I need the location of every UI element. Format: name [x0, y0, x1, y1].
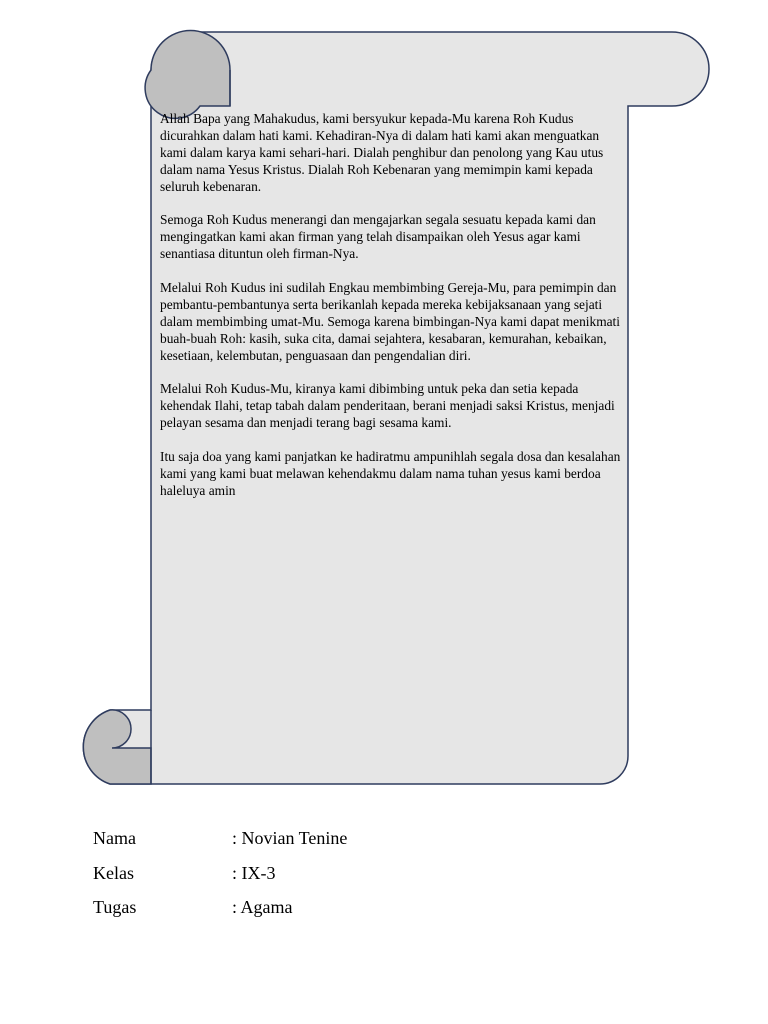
nama-value: : Novian Tenine	[232, 828, 348, 848]
prayer-paragraph: Melalui Roh Kudus ini sudilah Engkau membimbing Gereja-Mu, para pemimpin dan pembantu-pembantunya serta berikanlah kepada mereka kebijaksanaan yang sejati dalam membimbing umat-Mu. Semoga karena bimbingan-Nya kami dapat menikmati buah-buah Roh: kasih, suka cita, damai sejahtera, kesabaran, kemurahan, kebaikan, kesetiaan, kelembutan, penguasaan dan pengendalian diri.	[160, 280, 621, 363]
tugas-value: : Agama	[232, 897, 293, 917]
kelas-value: : IX-3	[232, 862, 276, 883]
prayer-paragraph: Itu saja doa yang kami panjatkan ke hadiratmu ampunihlah segala dosa dan kesalahan kami yang kami buat melawan kehendakmu dalam nama tuhan yesus kami berdoa haleluya amin	[160, 449, 621, 498]
tugas-label: Tugas	[93, 897, 137, 917]
nama-label: Nama	[93, 828, 136, 848]
top-curl	[145, 31, 230, 119]
prayer-paragraph: Allah Bapa yang Mahakudus, kami bersyukur kepada-Mu karena Roh Kudus dicurahkan dalam hati kami. Kehadiran-Nya di dalam hati kami akan menguatkan kami dalam karya kami sehari-hari. Dialah penghibur dan penolong yang Kau utus dalam nama Yesus Kristus. Dialah Roh Kebenaran yang memimpin kami kepada seluruh kebenaran.	[160, 111, 604, 194]
prayer-paragraph: Melalui Roh Kudus-Mu, kiranya kami dibimbing untuk peka dan setia kepada kehendak Ilahi, tetap tabah dalam penderitaan, berani menjadi saksi Kristus, menjadi pelayan sesama dan menjadi terang bagi sesama kami.	[160, 381, 615, 431]
prayer-text	[160, 111, 622, 517]
kelas-label: Kelas	[93, 862, 134, 883]
prayer-paragraph: Semoga Roh Kudus menerangi dan mengajarkan segala sesuatu kepada kami dan mengingatkan kami akan firman yang telah disampaikan oleh Yesus agar kami senantiasa dituntun oleh firman-Nya.	[160, 212, 596, 262]
